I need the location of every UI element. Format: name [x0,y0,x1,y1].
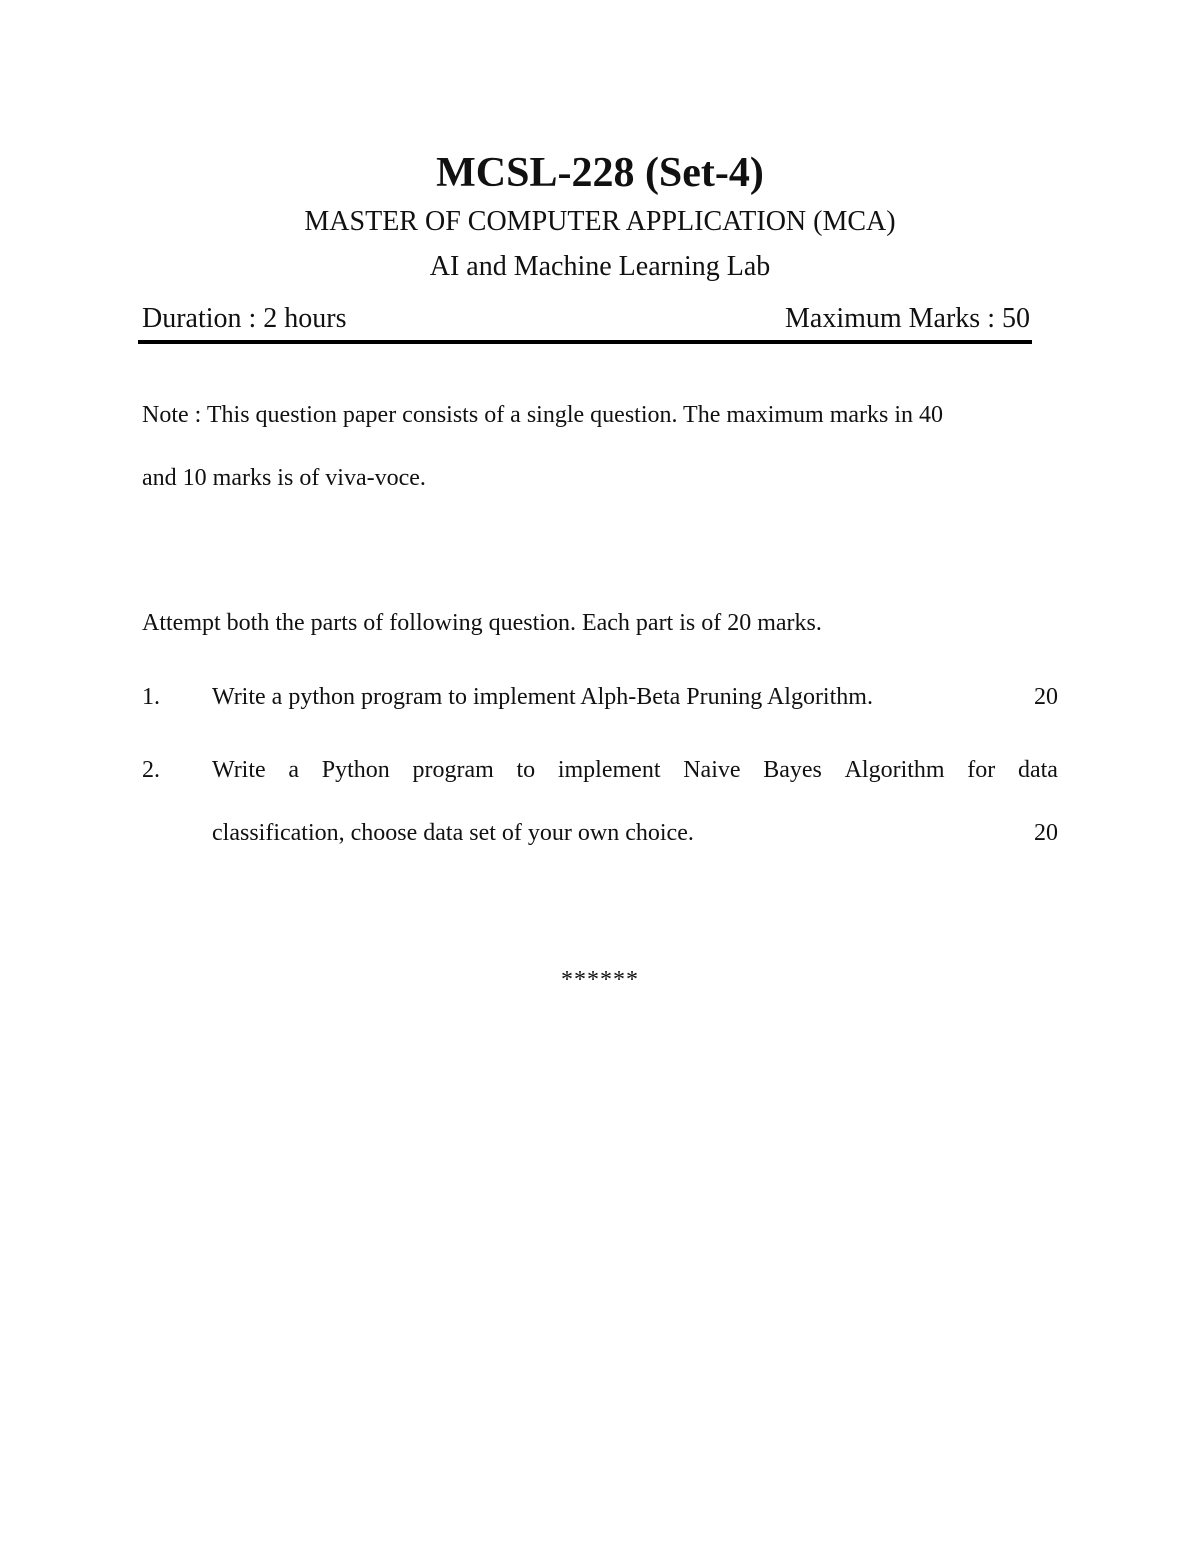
question-1-marks: 20 [1034,684,1058,710]
question-1-number: 1. [142,684,160,710]
programme-name: MASTER OF COMPUTER APPLICATION (MCA) [304,206,896,237]
question-2-text-line-1: Write a Python program to implement Naive Bayes Algorithm for data [212,757,1058,783]
question-2-marks: 20 [1034,820,1058,846]
note-line-2: and 10 marks is of viva-voce. [142,465,426,491]
note-line-1: Note : This question paper consists of a single question. The maximum marks in 40 [142,402,944,428]
paper-code-title: MCSL-228 (Set-4) [436,150,764,196]
question-2-number: 2. [142,757,160,783]
end-of-paper-mark: ****** [561,967,639,993]
question-1-text: Write a python program to implement Alph-Beta Pruning Algorithm. [212,684,873,710]
maximum-marks-label: Maximum Marks : 50 [785,303,1030,334]
exam-meta-row [138,300,1032,344]
question-2-text-line-2: classification, choose data set of your own choice. [212,820,694,846]
instruction-text: Attempt both the parts of following question. Each part is of 20 marks. [142,610,822,636]
course-name: AI and Machine Learning Lab [429,251,771,282]
duration-label: Duration : 2 hours [142,303,347,334]
